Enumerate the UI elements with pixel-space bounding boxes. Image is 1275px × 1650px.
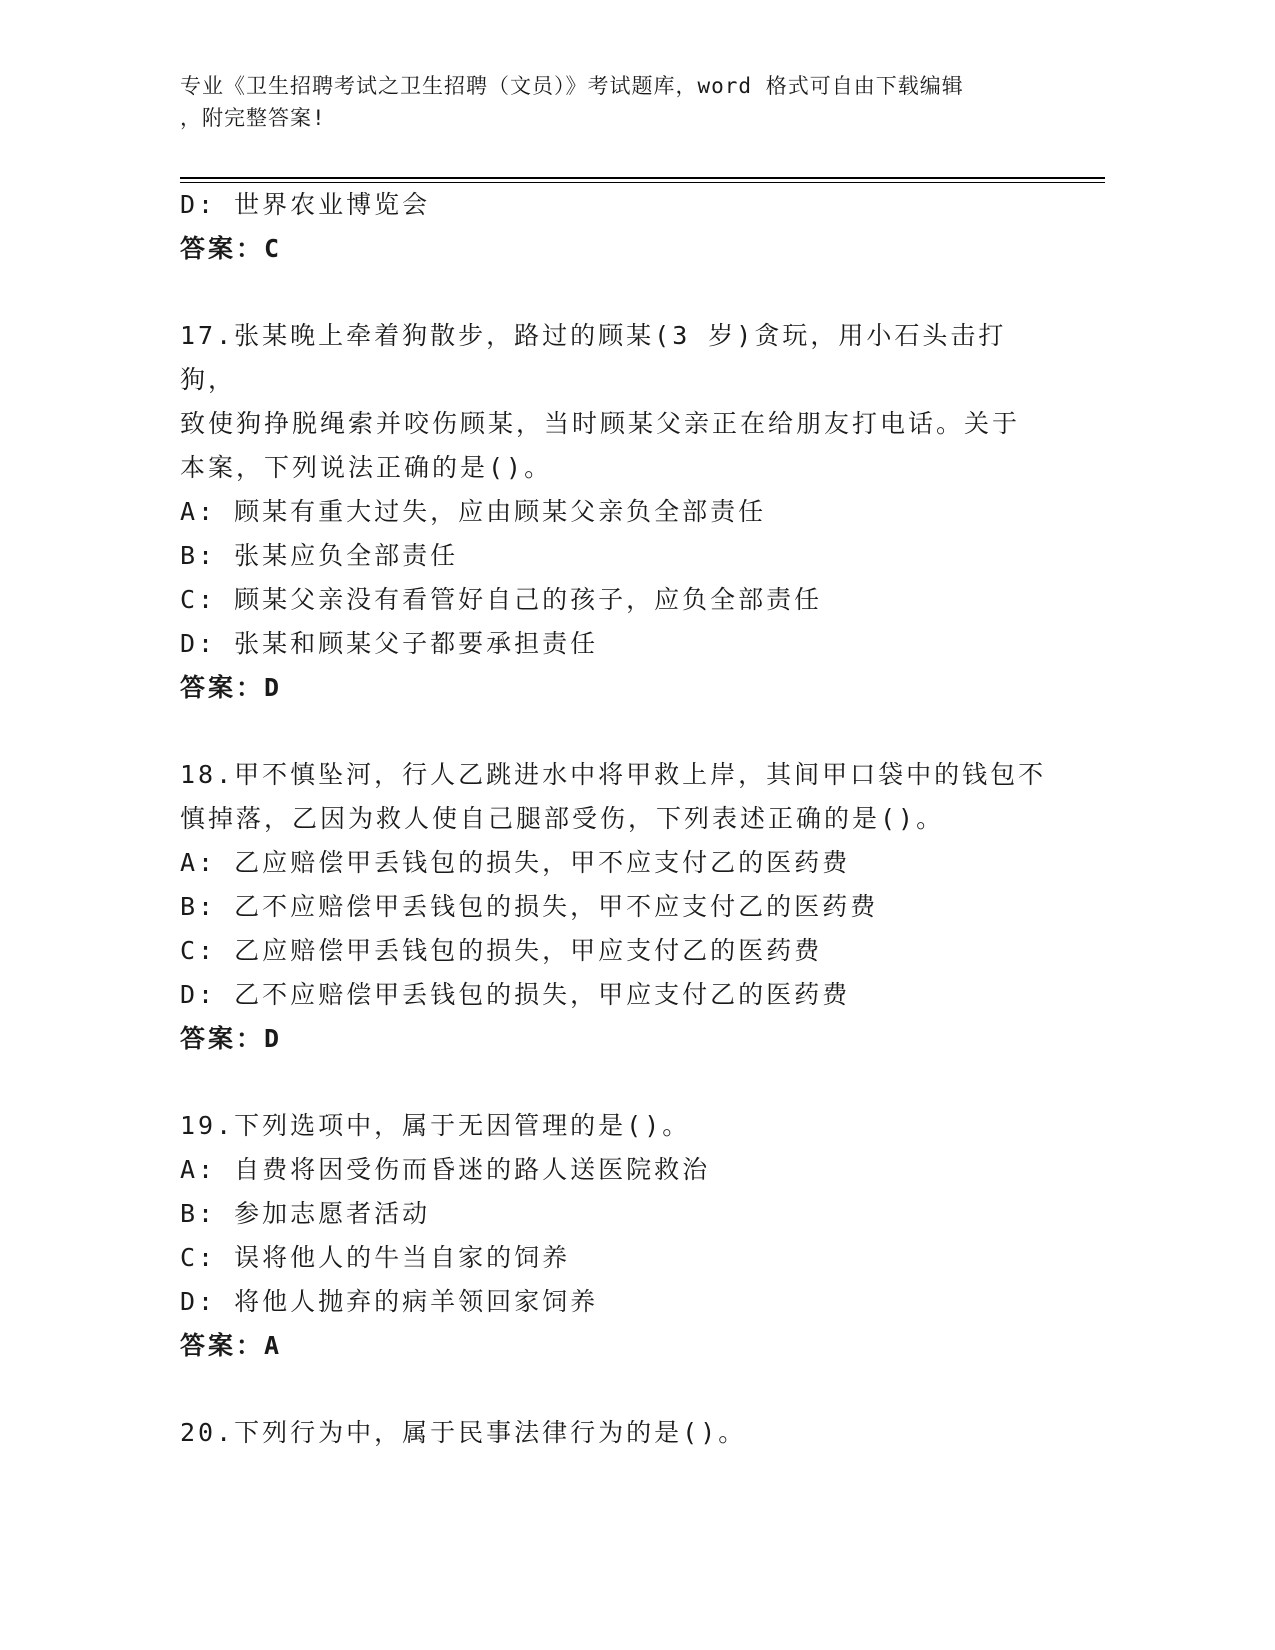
option-b: B: 乙不应赔偿甲丢钱包的损失，甲不应支付乙的医药费 <box>180 892 879 921</box>
option-d: D: 世界农业博览会 <box>180 190 431 219</box>
option-c: C: 乙应赔偿甲丢钱包的损失，甲应支付乙的医药费 <box>180 936 823 965</box>
question-17 <box>180 314 1060 710</box>
option-c: C: 顾某父亲没有看管好自己的孩子，应负全部责任 <box>180 585 823 614</box>
option-a: A: 顾某有重大过失，应由顾某父亲负全部责任 <box>180 497 767 526</box>
answer-line: 答案：D <box>180 1024 283 1053</box>
spacer <box>180 1061 1060 1104</box>
question-20 <box>180 1411 1060 1455</box>
option-b: B: 参加志愿者活动 <box>180 1199 431 1228</box>
answer-line: 答案：C <box>180 234 283 263</box>
question-stem-line: 18.甲不慎坠河，行人乙跳进水中将甲救上岸，其间甲口袋中的钱包不 <box>180 760 1047 789</box>
option-c: C: 误将他人的牛当自家的饲养 <box>180 1243 571 1272</box>
option-a: A: 乙应赔偿甲丢钱包的损失，甲不应支付乙的医药费 <box>180 848 851 877</box>
question-19 <box>180 1104 1060 1368</box>
header-line-2: ，附完整答案! <box>180 106 326 130</box>
option-d: D: 将他人抛弃的病羊领回家饲养 <box>180 1287 599 1316</box>
spacer <box>180 1368 1060 1411</box>
answer-line: 答案：D <box>180 673 283 702</box>
spacer <box>180 271 1060 314</box>
header-divider-thick <box>180 177 1105 179</box>
question-stem-line: 17.张某晚上牵着狗散步，路过的顾某(3 岁)贪玩，用小石头击打狗， <box>180 321 1007 394</box>
document-header <box>180 70 1040 134</box>
question-stem-line: 本案，下列说法正确的是()。 <box>180 453 553 482</box>
option-d: D: 张某和顾某父子都要承担责任 <box>180 629 599 658</box>
question-stem-line: 慎掉落，乙因为救人使自己腿部受伤，下列表述正确的是()。 <box>180 804 945 833</box>
question-stem-line: 19.下列选项中，属于无因管理的是()。 <box>180 1111 691 1140</box>
question-18 <box>180 753 1060 1061</box>
option-b: B: 张某应负全部责任 <box>180 541 459 570</box>
question-stem-line: 20.下列行为中，属于民事法律行为的是()。 <box>180 1418 747 1447</box>
header-line-1: 专业《卫生招聘考试之卫生招聘（文员）》考试题库，word 格式可自由下载编辑 <box>180 74 964 98</box>
option-a: A: 自费将因受伤而昏迷的路人送医院救治 <box>180 1155 711 1184</box>
question-stem-line: 致使狗挣脱绳索并咬伤顾某，当时顾某父亲正在给朋友打电话。关于 <box>180 409 1021 438</box>
spacer <box>180 710 1060 753</box>
answer-line: 答案：A <box>180 1331 283 1360</box>
option-d: D: 乙不应赔偿甲丢钱包的损失，甲应支付乙的医药费 <box>180 980 851 1009</box>
question-content <box>180 183 1060 1455</box>
